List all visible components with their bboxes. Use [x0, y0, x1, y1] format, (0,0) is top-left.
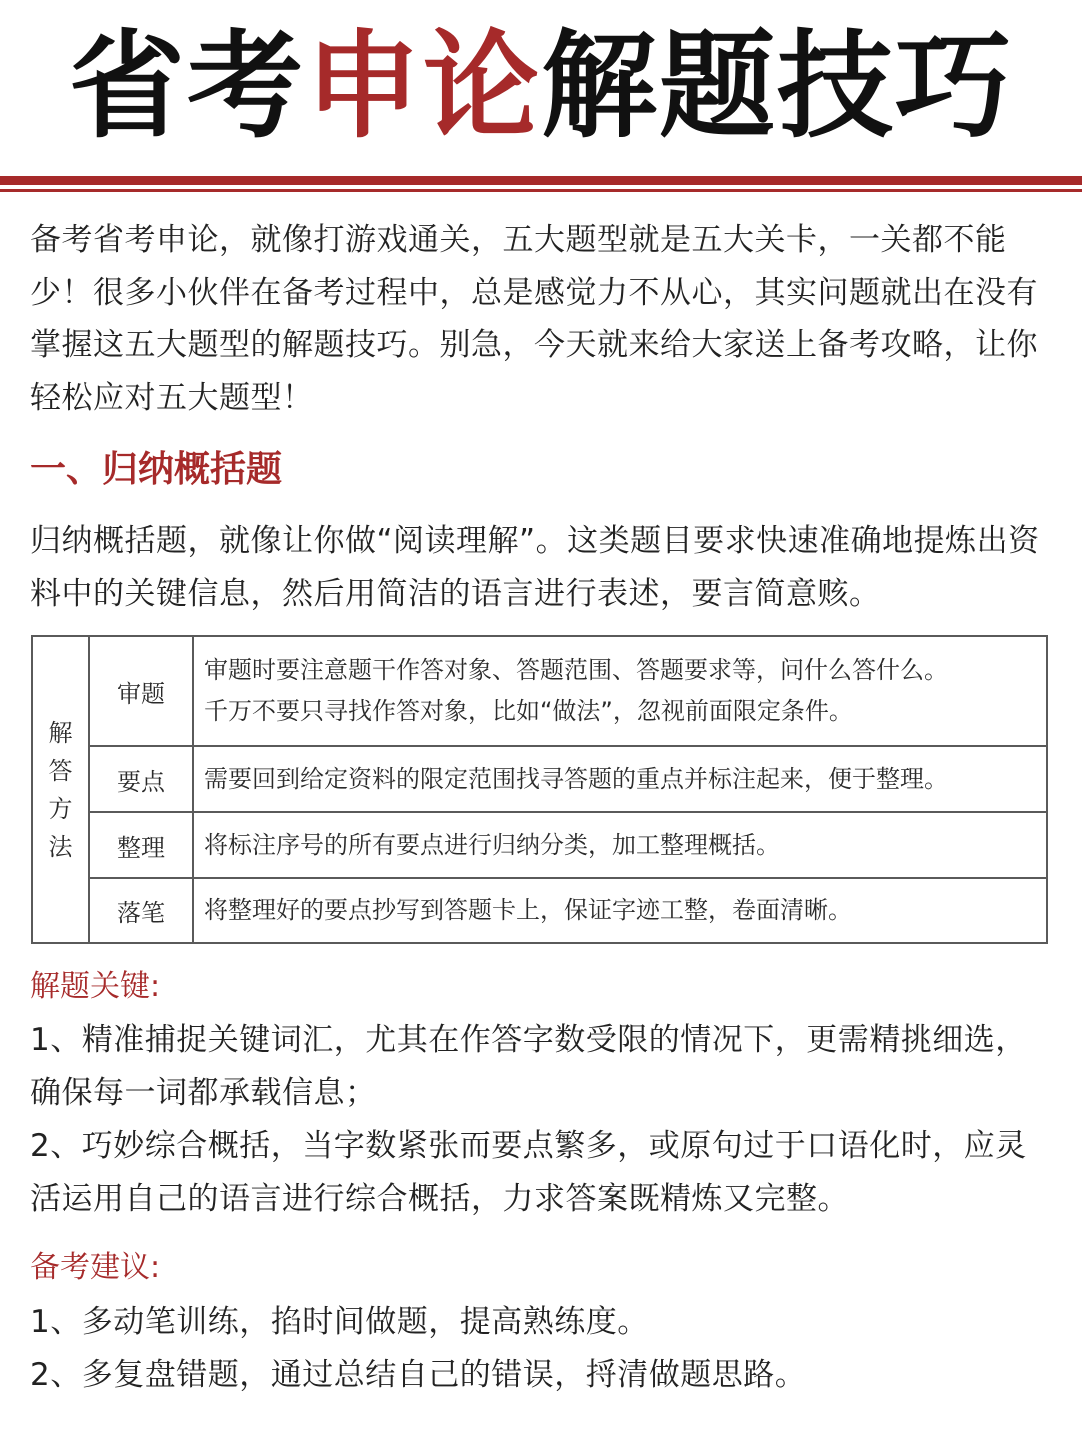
row-label: 要点 [89, 746, 193, 812]
row-description [193, 746, 1047, 812]
row-description [193, 878, 1047, 943]
advice-list [30, 1296, 1054, 1402]
row-description-line: 千万不要只寻找作答对象，比如“做法”，忽视前面限定条件。 [204, 697, 853, 725]
title-part-2-highlight: 申论 [305, 19, 541, 154]
table-row [32, 812, 1047, 878]
key-points-list [30, 1014, 1054, 1226]
method-side-label [32, 636, 89, 943]
row-description-line: 需要回到给定资料的限定范围找寻答题的重点并标注起来，便于整理。 [204, 764, 948, 793]
title-part-3: 解题技巧 [541, 19, 1013, 154]
list-item: 1、精准捕捉关键词汇，尤其在作答字数受限的情况下，更需精挑细选，确保每一词都承载信息； [30, 1022, 1027, 1111]
key-points-heading: 解题关键: [30, 969, 161, 1004]
side-char: 法 [48, 832, 73, 861]
row-description [193, 812, 1047, 878]
page-title [0, 19, 1082, 154]
title-divider-thin [0, 189, 1082, 192]
row-label: 审题 [89, 636, 193, 746]
side-char: 解 [48, 718, 73, 747]
method-table [31, 635, 1048, 944]
table-row [32, 746, 1047, 812]
row-description [193, 636, 1047, 746]
section-heading: 一、归纳概括题 [30, 449, 283, 490]
table-row [32, 878, 1047, 943]
row-description-line: 将标注序号的所有要点进行归纳分类，加工整理概括。 [204, 830, 780, 859]
row-label: 整理 [89, 812, 193, 878]
title-part-1: 省考 [69, 19, 305, 154]
advice-heading: 备考建议: [30, 1250, 161, 1285]
side-char: 方 [48, 794, 73, 823]
title-divider-thick [0, 176, 1082, 185]
side-char: 答 [48, 756, 73, 785]
list-item: 2、多复盘错题，通过总结自己的错误，捋清做题思路。 [30, 1357, 807, 1393]
row-description-line: 审题时要注意题干作答对象、答题范围、答题要求等，问什么答什么。 [204, 656, 948, 684]
row-label: 落笔 [89, 878, 193, 943]
list-item: 1、多动笔训练，掐时间做题，提高熟练度。 [30, 1304, 649, 1340]
section-body: 归纳概括题，就像让你做“阅读理解”。这类题目要求快速准确地提炼出资料中的关键信息，然后用简洁的语言进行表述，要言简意赅。 [30, 523, 1040, 612]
intro-paragraph: 备考省考申论，就像打游戏通关，五大题型就是五大关卡，一关都不能少！很多小伙伴在备考过程中，总是感觉力不从心，其实问题就出在没有掌握这五大题型的解题技巧。别急，今天就来给大家送上备考攻略，让你轻松应对五大题型！ [30, 222, 1038, 416]
table-row [32, 636, 1047, 746]
row-description-line: 将整理好的要点抄写到答题卡上，保证字迹工整，卷面清晰。 [204, 896, 852, 924]
list-item: 2、巧妙综合概括，当字数紧张而要点繁多，或原句过于口语化时，应灵活运用自己的语言进行综合概括，力求答案既精炼又完整。 [30, 1128, 1027, 1217]
